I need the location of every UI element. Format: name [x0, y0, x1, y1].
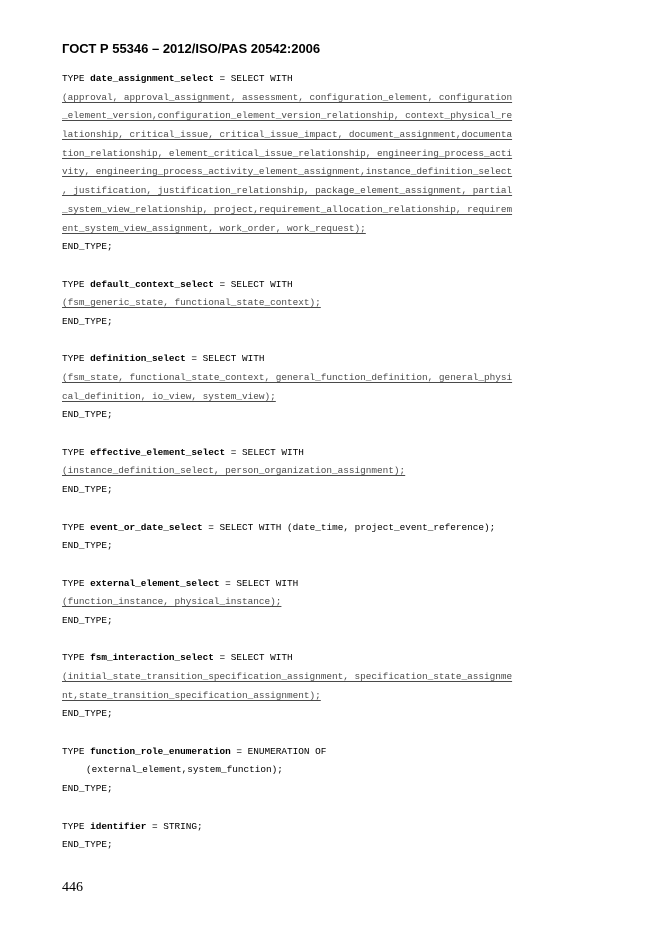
type-definition: = SELECT WITH	[213, 652, 293, 664]
type-definition: = SELECT WITH	[213, 73, 293, 84]
type-definition: = SELECT WITH	[219, 577, 299, 589]
select-list-line	[62, 126, 602, 145]
select-list-text: vity, engineering_process_activity_element_assignment,instance_definition_select	[62, 166, 513, 178]
type-declaration-line	[62, 444, 602, 463]
end-type-line: END_TYPE;	[62, 241, 113, 253]
type-keyword: TYPE	[62, 745, 91, 757]
select-list-text: (fsm_state, functional_state_context, general_function_definition, general_physi	[62, 372, 513, 383]
select-list-text: tion_relationship, element_critical_issue_relationship, engineering_process_acti	[62, 147, 513, 159]
end-type-line: END_TYPE;	[62, 614, 113, 626]
type-declaration-line	[62, 276, 602, 295]
select-list-line	[62, 89, 602, 108]
end-type-line: END_TYPE;	[62, 540, 113, 552]
select-list-line	[62, 668, 602, 687]
type-definition: = SELECT WITH	[225, 446, 304, 458]
end-type-line: END_TYPE;	[62, 708, 113, 720]
type-declaration-line	[62, 70, 602, 89]
select-list-text: (instance_definition_select, person_organization_assignment);	[62, 465, 406, 477]
type-declaration-block	[62, 70, 602, 257]
type-name: event_or_date_select	[90, 521, 203, 533]
type-declaration-block	[62, 575, 602, 631]
block-spacer	[62, 631, 602, 650]
select-list-text: cal_definition, io_view, system_view);	[62, 390, 276, 402]
type-declaration-block	[62, 350, 602, 425]
select-list-line	[62, 145, 602, 164]
type-declaration-line	[62, 350, 602, 369]
type-declaration-block	[62, 743, 602, 799]
type-keyword: TYPE	[62, 577, 91, 589]
select-list-line	[62, 201, 602, 220]
type-name: identifier	[90, 820, 147, 832]
type-declaration-line	[62, 519, 602, 538]
select-list-text: ent_system_view_assignment, work_order, work_request);	[62, 222, 366, 234]
type-keyword: TYPE	[62, 446, 91, 458]
type-keyword: TYPE	[62, 278, 91, 290]
block-spacer	[62, 257, 602, 276]
type-name: external_element_select	[90, 577, 220, 589]
type-name: effective_element_select	[90, 446, 226, 458]
type-declaration-block	[62, 818, 602, 855]
select-list-text: lationship, critical_issue, critical_issue_impact, document_assignment,documenta	[62, 129, 513, 141]
select-list-text: (fsm_generic_state, functional_state_context);	[62, 297, 321, 309]
type-definition: = SELECT WITH	[185, 353, 265, 365]
page-number: 446	[62, 880, 83, 895]
type-declaration-block	[62, 276, 602, 332]
type-name: date_assignment_select	[90, 73, 214, 84]
type-name: function_role_enumeration	[90, 745, 231, 757]
type-definition: = SELECT WITH	[213, 278, 293, 290]
block-spacer	[62, 425, 602, 444]
page-header: ГОСТ Р 55346 – 2012/ISO/PAS 20542:2006	[62, 41, 321, 56]
block-spacer	[62, 799, 602, 818]
type-declaration-block	[62, 649, 602, 724]
select-list-text: (initial_state_transition_specification_assignment, specification_state_assignme	[62, 671, 513, 682]
type-definition: = SELECT WITH (date_time, project_event_reference);	[202, 521, 496, 533]
type-keyword: TYPE	[62, 73, 91, 84]
type-declaration-line	[62, 743, 602, 762]
enumeration-values-line: (external_element,system_function);	[86, 764, 283, 776]
end-type-line: END_TYPE;	[62, 839, 113, 851]
block-spacer	[62, 332, 602, 351]
type-keyword: TYPE	[62, 353, 91, 365]
type-declaration-block	[62, 519, 602, 556]
select-list-line	[62, 220, 602, 239]
type-declaration-line	[62, 818, 602, 837]
type-name: fsm_interaction_select	[90, 652, 214, 664]
select-list-line	[62, 593, 602, 612]
block-spacer	[62, 724, 602, 743]
type-definition: = STRING;	[146, 820, 203, 832]
select-list-line	[62, 107, 602, 126]
type-keyword: TYPE	[62, 521, 91, 533]
end-type-line: END_TYPE;	[62, 484, 113, 496]
select-list-line	[62, 182, 602, 201]
end-type-line: END_TYPE;	[62, 409, 113, 421]
type-declaration-line	[62, 649, 602, 668]
select-list-text: (function_instance, physical_instance);	[62, 596, 282, 608]
select-list-text: , justification, justification_relationship, package_element_assignment, partial	[62, 185, 513, 197]
type-keyword: TYPE	[62, 652, 91, 664]
type-name: default_context_select	[90, 278, 214, 290]
end-type-line: END_TYPE;	[62, 315, 113, 327]
select-list-line	[62, 294, 602, 313]
select-list-text: (approval, approval_assignment, assessment, configuration_element, configuration	[62, 91, 513, 103]
select-list-text: _element_version,configuration_element_version_relationship, context_physical_re	[62, 110, 513, 122]
type-keyword: TYPE	[62, 820, 91, 832]
end-type-line: END_TYPE;	[62, 783, 113, 795]
select-list-line	[62, 388, 602, 407]
select-list-text: nt,state_transition_specification_assignment);	[62, 689, 321, 701]
select-list-line	[62, 163, 602, 182]
block-spacer	[62, 556, 602, 575]
select-list-line	[62, 687, 602, 706]
block-spacer	[62, 500, 602, 519]
express-code-listing	[62, 70, 602, 855]
select-list-text: _system_view_relationship, project,requirement_allocation_relationship, requirem	[62, 203, 513, 215]
type-declaration-line	[62, 575, 602, 594]
select-list-line	[62, 369, 602, 388]
type-declaration-block	[62, 444, 602, 500]
type-name: definition_select	[90, 353, 186, 365]
type-definition: = ENUMERATION OF	[230, 745, 327, 757]
select-list-line	[62, 462, 602, 481]
